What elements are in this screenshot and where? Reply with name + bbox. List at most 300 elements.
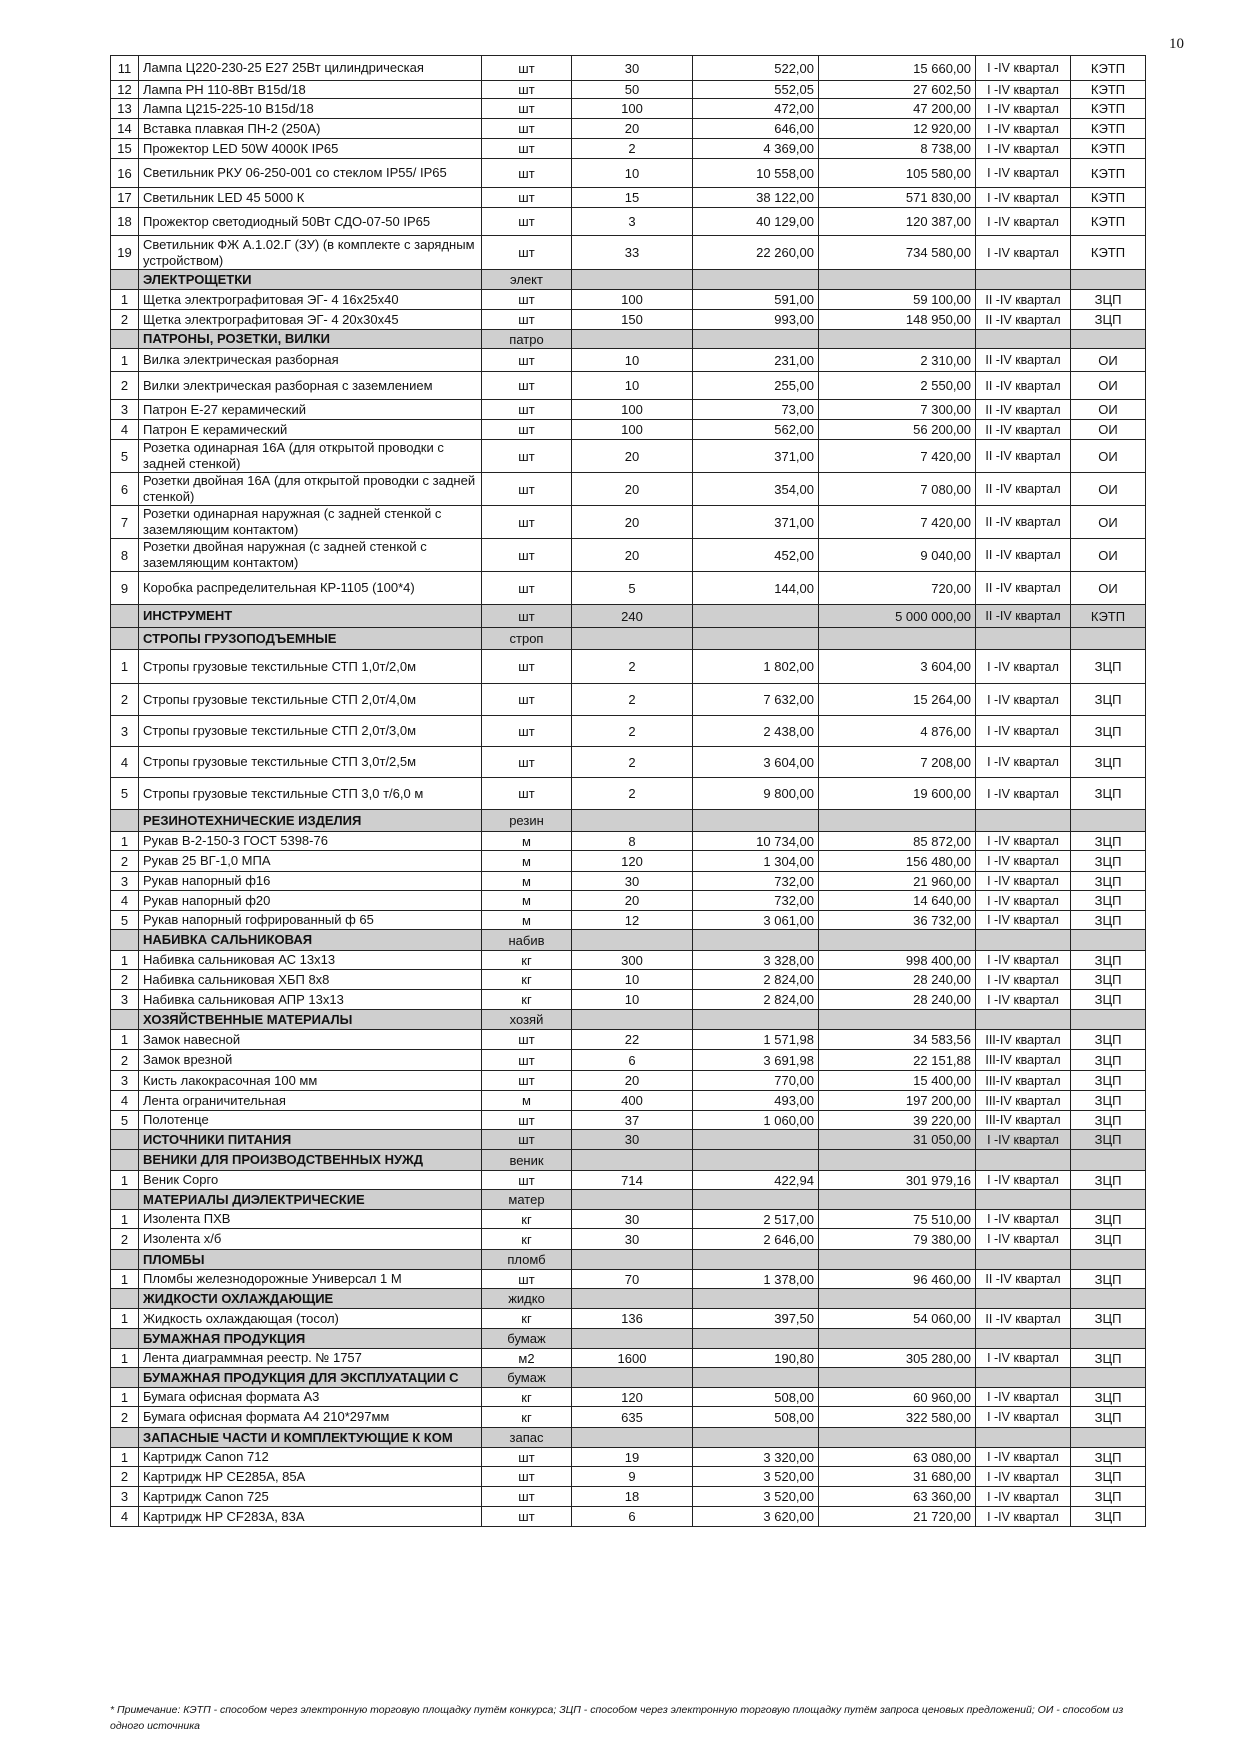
cell-name: Розетки двойная 16А (для открытой проводки с задней стенкой) xyxy=(139,473,482,506)
cell-qty: 15 xyxy=(572,188,693,208)
cell-total: 734 580,00 xyxy=(819,236,976,270)
cell-name: ИНСТРУМЕНТ xyxy=(139,605,482,628)
section-header-row xyxy=(111,270,1146,290)
cell-per: II -IV квартал xyxy=(976,506,1071,539)
cell-total: 36 732,00 xyxy=(819,911,976,930)
cell-name: Замок врезной xyxy=(139,1050,482,1071)
table-row xyxy=(111,1467,1146,1487)
procurement-table xyxy=(110,55,1146,1527)
cell-name: Картридж Canon 712 xyxy=(139,1448,482,1467)
cell-mth: ЗЦП xyxy=(1071,1130,1146,1150)
section-header-row xyxy=(111,1190,1146,1210)
cell-price: 472,00 xyxy=(693,99,819,119)
cell-total: 22 151,88 xyxy=(819,1050,976,1071)
section-header-row xyxy=(111,930,1146,951)
table-row xyxy=(111,208,1146,236)
cell-per: I -IV квартал xyxy=(976,99,1071,119)
section-header-row xyxy=(111,1329,1146,1349)
cell-mth: ЗЦП xyxy=(1071,310,1146,330)
cell-name: РЕЗИНОТЕХНИЧЕСКИЕ ИЗДЕЛИЯ xyxy=(139,810,482,832)
cell-per: I -IV квартал xyxy=(976,1467,1071,1487)
cell-name: Стропы грузовые текстильные СТП 3,0 т/6,0 м xyxy=(139,778,482,810)
cell-total: 7 208,00 xyxy=(819,747,976,778)
cell-mth xyxy=(1071,1428,1146,1448)
cell-unit: кг xyxy=(482,951,572,970)
cell-price xyxy=(693,1150,819,1171)
table-row xyxy=(111,1091,1146,1111)
cell-mth: ЗЦП xyxy=(1071,290,1146,310)
cell-num xyxy=(111,810,139,832)
cell-qty xyxy=(572,1329,693,1349)
cell-num: 4 xyxy=(111,420,139,440)
cell-mth xyxy=(1071,1368,1146,1388)
cell-num xyxy=(111,1130,139,1150)
cell-price: 354,00 xyxy=(693,473,819,506)
table-row xyxy=(111,747,1146,778)
cell-total: 85 872,00 xyxy=(819,832,976,851)
table-row xyxy=(111,139,1146,159)
cell-per: III-IV квартал xyxy=(976,1071,1071,1091)
cell-per: I -IV квартал xyxy=(976,1507,1071,1527)
cell-total: 156 480,00 xyxy=(819,851,976,872)
cell-price: 2 438,00 xyxy=(693,716,819,747)
cell-num xyxy=(111,1150,139,1171)
cell-total: 21 960,00 xyxy=(819,872,976,891)
cell-num xyxy=(111,628,139,650)
cell-mth xyxy=(1071,1329,1146,1349)
table-row xyxy=(111,440,1146,473)
cell-total: 75 510,00 xyxy=(819,1210,976,1229)
cell-name: Изолента ПХВ xyxy=(139,1210,482,1229)
cell-total: 63 360,00 xyxy=(819,1487,976,1507)
cell-per: I -IV квартал xyxy=(976,56,1071,81)
cell-name: Стропы грузовые текстильные СТП 2,0т/4,0м xyxy=(139,684,482,716)
table-row xyxy=(111,891,1146,911)
cell-name: Светильник РКУ 06-250-001 со стеклом IP55/ IP65 xyxy=(139,159,482,188)
cell-total: 56 200,00 xyxy=(819,420,976,440)
section-header-row xyxy=(111,628,1146,650)
table-row xyxy=(111,310,1146,330)
cell-name: Прожектор LED 50W 4000К IP65 xyxy=(139,139,482,159)
cell-num: 16 xyxy=(111,159,139,188)
cell-unit: шт xyxy=(482,139,572,159)
cell-mth: ОИ xyxy=(1071,440,1146,473)
cell-unit: кг xyxy=(482,1309,572,1329)
cell-price xyxy=(693,1368,819,1388)
cell-name: Пломбы железнодорожные Универсал 1 М xyxy=(139,1270,482,1289)
cell-mth: ЗЦП xyxy=(1071,684,1146,716)
table-row xyxy=(111,349,1146,372)
cell-num xyxy=(111,930,139,951)
cell-unit: шт xyxy=(482,684,572,716)
cell-mth: ОИ xyxy=(1071,473,1146,506)
cell-per: I -IV квартал xyxy=(976,81,1071,99)
cell-name: Замок навесной xyxy=(139,1030,482,1050)
cell-qty: 2 xyxy=(572,650,693,684)
table-row xyxy=(111,684,1146,716)
cell-total xyxy=(819,1428,976,1448)
cell-price xyxy=(693,1130,819,1150)
cell-unit: кг xyxy=(482,1229,572,1250)
cell-per: II -IV квартал xyxy=(976,539,1071,572)
table-row xyxy=(111,236,1146,270)
cell-num: 2 xyxy=(111,1229,139,1250)
cell-qty xyxy=(572,1010,693,1030)
table-row xyxy=(111,1507,1146,1527)
cell-price xyxy=(693,1250,819,1270)
cell-name: Картридж HP CE285A, 85A xyxy=(139,1467,482,1487)
cell-num: 19 xyxy=(111,236,139,270)
cell-per: I -IV квартал xyxy=(976,778,1071,810)
cell-unit: шт xyxy=(482,440,572,473)
section-header-row xyxy=(111,330,1146,349)
cell-qty: 2 xyxy=(572,778,693,810)
cell-price: 732,00 xyxy=(693,872,819,891)
cell-qty: 19 xyxy=(572,1448,693,1467)
cell-qty xyxy=(572,1428,693,1448)
cell-num: 4 xyxy=(111,891,139,911)
cell-total: 63 080,00 xyxy=(819,1448,976,1467)
cell-unit: шт xyxy=(482,473,572,506)
cell-qty: 10 xyxy=(572,159,693,188)
cell-total xyxy=(819,1190,976,1210)
cell-price: 562,00 xyxy=(693,420,819,440)
cell-price: 3 620,00 xyxy=(693,1507,819,1527)
cell-total: 7 420,00 xyxy=(819,506,976,539)
cell-qty: 10 xyxy=(572,990,693,1010)
cell-name: Вилки электрическая разборная с заземлением xyxy=(139,372,482,400)
cell-qty: 2 xyxy=(572,716,693,747)
cell-qty: 2 xyxy=(572,139,693,159)
cell-per xyxy=(976,930,1071,951)
cell-qty: 400 xyxy=(572,1091,693,1111)
table-row xyxy=(111,1111,1146,1130)
cell-unit: шт xyxy=(482,290,572,310)
cell-mth xyxy=(1071,810,1146,832)
cell-num: 4 xyxy=(111,747,139,778)
cell-total: 197 200,00 xyxy=(819,1091,976,1111)
cell-unit: матер xyxy=(482,1190,572,1210)
cell-name: Розетки двойная наружная (с задней стенкой с заземляющим контактом) xyxy=(139,539,482,572)
cell-per: II -IV квартал xyxy=(976,372,1071,400)
cell-mth: ЗЦП xyxy=(1071,1171,1146,1190)
cell-unit: шт xyxy=(482,605,572,628)
cell-qty: 12 xyxy=(572,911,693,930)
cell-num: 2 xyxy=(111,310,139,330)
cell-total: 21 720,00 xyxy=(819,1507,976,1527)
cell-total: 60 960,00 xyxy=(819,1388,976,1407)
cell-price: 255,00 xyxy=(693,372,819,400)
cell-per: I -IV квартал xyxy=(976,1349,1071,1368)
table-row xyxy=(111,1050,1146,1071)
cell-total: 28 240,00 xyxy=(819,970,976,990)
cell-total: 47 200,00 xyxy=(819,99,976,119)
cell-name: Рукав В-2-150-3 ГОСТ 5398-76 xyxy=(139,832,482,851)
cell-per: II -IV квартал xyxy=(976,440,1071,473)
cell-per xyxy=(976,1329,1071,1349)
cell-total xyxy=(819,1010,976,1030)
table-row xyxy=(111,1407,1146,1428)
cell-num: 17 xyxy=(111,188,139,208)
cell-mth: ЗЦП xyxy=(1071,970,1146,990)
cell-mth xyxy=(1071,330,1146,349)
table-row xyxy=(111,81,1146,99)
table-row xyxy=(111,572,1146,605)
cell-price xyxy=(693,1190,819,1210)
cell-qty xyxy=(572,1289,693,1309)
section-header-row xyxy=(111,1150,1146,1171)
cell-unit: резин xyxy=(482,810,572,832)
cell-qty: 50 xyxy=(572,81,693,99)
cell-per: I -IV квартал xyxy=(976,1407,1071,1428)
section-header-row xyxy=(111,1130,1146,1150)
cell-per: III-IV квартал xyxy=(976,1111,1071,1130)
cell-name: Картридж HP CF283A, 83A xyxy=(139,1507,482,1527)
table-row xyxy=(111,539,1146,572)
cell-name: МАТЕРИАЛЫ ДИЭЛЕКТРИЧЕСКИЕ xyxy=(139,1190,482,1210)
cell-mth: ЗЦП xyxy=(1071,716,1146,747)
cell-name: Лампа Ц215-225-10 В15d/18 xyxy=(139,99,482,119)
cell-num: 1 xyxy=(111,349,139,372)
cell-total xyxy=(819,1150,976,1171)
section-header-row xyxy=(111,1250,1146,1270)
cell-per xyxy=(976,810,1071,832)
cell-mth xyxy=(1071,628,1146,650)
cell-mth xyxy=(1071,1010,1146,1030)
cell-per: II -IV квартал xyxy=(976,400,1071,420)
cell-mth: ЗЦП xyxy=(1071,851,1146,872)
cell-mth xyxy=(1071,1150,1146,1171)
cell-per: I -IV квартал xyxy=(976,139,1071,159)
table-row xyxy=(111,99,1146,119)
cell-per: I -IV квартал xyxy=(976,1448,1071,1467)
cell-per: I -IV квартал xyxy=(976,208,1071,236)
cell-name: Рукав напорный гофрированный ф 65 xyxy=(139,911,482,930)
section-header-row xyxy=(111,1289,1146,1309)
cell-total: 720,00 xyxy=(819,572,976,605)
cell-name: Розетки одинарная наружная (с задней стенкой с заземляющим контактом) xyxy=(139,506,482,539)
cell-total: 31 680,00 xyxy=(819,1467,976,1487)
cell-name: Лампа Ц220-230-25 Е27 25Вт цилиндрическая xyxy=(139,56,482,81)
cell-total xyxy=(819,810,976,832)
cell-mth xyxy=(1071,270,1146,290)
cell-name: Стропы грузовые текстильные СТП 1,0т/2,0м xyxy=(139,650,482,684)
cell-total: 15 400,00 xyxy=(819,1071,976,1091)
cell-mth: ЗЦП xyxy=(1071,1050,1146,1071)
section-header-row xyxy=(111,810,1146,832)
cell-name: БУМАЖНАЯ ПРОДУКЦИЯ xyxy=(139,1329,482,1349)
section-header-row xyxy=(111,1428,1146,1448)
cell-num: 3 xyxy=(111,1487,139,1507)
cell-name: Патрон Е керамический xyxy=(139,420,482,440)
cell-mth: КЭТП xyxy=(1071,236,1146,270)
cell-unit: м2 xyxy=(482,1349,572,1368)
cell-total: 322 580,00 xyxy=(819,1407,976,1428)
cell-name: Светильник ФЖ А.1.02.Г (ЗУ) (в комплекте с зарядным устройством) xyxy=(139,236,482,270)
cell-unit: шт xyxy=(482,400,572,420)
cell-name: Бумага офисная формата А4 210*297мм xyxy=(139,1407,482,1428)
cell-mth: ЗЦП xyxy=(1071,1210,1146,1229)
cell-name: Щетка электрографитовая ЭГ- 4 16х25х40 xyxy=(139,290,482,310)
cell-num: 1 xyxy=(111,1030,139,1050)
cell-qty: 6 xyxy=(572,1507,693,1527)
cell-mth: ЗЦП xyxy=(1071,1091,1146,1111)
cell-num: 9 xyxy=(111,572,139,605)
cell-qty: 30 xyxy=(572,872,693,891)
table-row xyxy=(111,1388,1146,1407)
cell-total xyxy=(819,1289,976,1309)
cell-name: Вставка плавкая ПН-2 (250А) xyxy=(139,119,482,139)
cell-total: 39 220,00 xyxy=(819,1111,976,1130)
cell-price: 3 520,00 xyxy=(693,1467,819,1487)
cell-total: 2 550,00 xyxy=(819,372,976,400)
cell-mth: ОИ xyxy=(1071,506,1146,539)
cell-name: ЖИДКОСТИ ОХЛАЖДАЮЩИЕ xyxy=(139,1289,482,1309)
cell-unit: шт xyxy=(482,747,572,778)
cell-total: 3 604,00 xyxy=(819,650,976,684)
cell-price: 1 060,00 xyxy=(693,1111,819,1130)
cell-price: 1 304,00 xyxy=(693,851,819,872)
cell-unit: пломб xyxy=(482,1250,572,1270)
cell-per: II -IV квартал xyxy=(976,290,1071,310)
cell-name: Розетка одинарная 16А (для открытой проводки с задней стенкой) xyxy=(139,440,482,473)
cell-qty: 70 xyxy=(572,1270,693,1289)
section-header-row xyxy=(111,1368,1146,1388)
cell-mth: ЗЦП xyxy=(1071,990,1146,1010)
cell-price: 3 604,00 xyxy=(693,747,819,778)
table-row xyxy=(111,951,1146,970)
cell-price: 7 632,00 xyxy=(693,684,819,716)
cell-price xyxy=(693,1329,819,1349)
cell-mth: ЗЦП xyxy=(1071,951,1146,970)
cell-unit: элект xyxy=(482,270,572,290)
table-row xyxy=(111,1071,1146,1091)
cell-per: I -IV квартал xyxy=(976,1171,1071,1190)
table-row xyxy=(111,119,1146,139)
cell-price: 452,00 xyxy=(693,539,819,572)
cell-mth: ОИ xyxy=(1071,572,1146,605)
cell-mth: ОИ xyxy=(1071,420,1146,440)
cell-total: 7 080,00 xyxy=(819,473,976,506)
cell-num: 11 xyxy=(111,56,139,81)
cell-unit: шт xyxy=(482,1071,572,1091)
cell-price: 2 824,00 xyxy=(693,970,819,990)
cell-mth: ЗЦП xyxy=(1071,1030,1146,1050)
cell-num xyxy=(111,1250,139,1270)
cell-name: Стропы грузовые текстильные СТП 3,0т/2,5м xyxy=(139,747,482,778)
table-row xyxy=(111,290,1146,310)
cell-mth: КЭТП xyxy=(1071,605,1146,628)
cell-per: I -IV квартал xyxy=(976,990,1071,1010)
cell-unit: шт xyxy=(482,1130,572,1150)
cell-per xyxy=(976,1250,1071,1270)
cell-name: Лента ограничительная xyxy=(139,1091,482,1111)
cell-name: СТРОПЫ ГРУЗОПОДЪЕМНЫЕ xyxy=(139,628,482,650)
cell-num: 1 xyxy=(111,290,139,310)
cell-total: 14 640,00 xyxy=(819,891,976,911)
page-number: 10 xyxy=(1169,36,1184,52)
cell-num: 2 xyxy=(111,1407,139,1428)
cell-unit: м xyxy=(482,851,572,872)
cell-name: Прожектор светодиодный 50Вт СДО-07-50 IP65 xyxy=(139,208,482,236)
cell-mth: ОИ xyxy=(1071,400,1146,420)
cell-per: I -IV квартал xyxy=(976,911,1071,930)
cell-unit: шт xyxy=(482,420,572,440)
cell-name: Рукав напорный ф16 xyxy=(139,872,482,891)
cell-unit: кг xyxy=(482,990,572,1010)
cell-total: 305 280,00 xyxy=(819,1349,976,1368)
cell-unit: м xyxy=(482,872,572,891)
cell-total xyxy=(819,930,976,951)
table-row xyxy=(111,851,1146,872)
cell-qty xyxy=(572,1368,693,1388)
cell-mth: ЗЦП xyxy=(1071,1349,1146,1368)
cell-unit: шт xyxy=(482,310,572,330)
cell-total: 34 583,56 xyxy=(819,1030,976,1050)
cell-total: 15 660,00 xyxy=(819,56,976,81)
cell-num xyxy=(111,1329,139,1349)
table-row xyxy=(111,420,1146,440)
cell-num: 3 xyxy=(111,716,139,747)
cell-per xyxy=(976,1010,1071,1030)
cell-qty: 20 xyxy=(572,506,693,539)
cell-unit: шт xyxy=(482,1171,572,1190)
cell-qty: 20 xyxy=(572,119,693,139)
cell-per: III-IV квартал xyxy=(976,1030,1071,1050)
cell-mth: КЭТП xyxy=(1071,99,1146,119)
cell-qty xyxy=(572,628,693,650)
cell-unit: шт xyxy=(482,1448,572,1467)
cell-qty xyxy=(572,930,693,951)
cell-price: 22 260,00 xyxy=(693,236,819,270)
cell-mth: ЗЦП xyxy=(1071,832,1146,851)
cell-price: 40 129,00 xyxy=(693,208,819,236)
cell-unit: шт xyxy=(482,1467,572,1487)
cell-num: 2 xyxy=(111,1050,139,1071)
cell-num: 5 xyxy=(111,911,139,930)
cell-price: 2 824,00 xyxy=(693,990,819,1010)
cell-total xyxy=(819,628,976,650)
cell-price xyxy=(693,1289,819,1309)
cell-num: 3 xyxy=(111,990,139,1010)
cell-price: 591,00 xyxy=(693,290,819,310)
cell-qty: 3 xyxy=(572,208,693,236)
cell-qty: 150 xyxy=(572,310,693,330)
cell-total xyxy=(819,330,976,349)
table-row xyxy=(111,778,1146,810)
cell-mth: КЭТП xyxy=(1071,159,1146,188)
cell-qty: 6 xyxy=(572,1050,693,1071)
cell-unit: шт xyxy=(482,1507,572,1527)
cell-price: 3 328,00 xyxy=(693,951,819,970)
cell-qty: 20 xyxy=(572,440,693,473)
cell-per: I -IV квартал xyxy=(976,872,1071,891)
cell-name: Кисть лакокрасочная 100 мм xyxy=(139,1071,482,1091)
table-row xyxy=(111,400,1146,420)
cell-per: I -IV квартал xyxy=(976,650,1071,684)
cell-qty: 30 xyxy=(572,1210,693,1229)
cell-per: I -IV квартал xyxy=(976,970,1071,990)
cell-name: ХОЗЯЙСТВЕННЫЕ МАТЕРИАЛЫ xyxy=(139,1010,482,1030)
cell-mth: ЗЦП xyxy=(1071,1388,1146,1407)
cell-qty: 9 xyxy=(572,1467,693,1487)
cell-total: 2 310,00 xyxy=(819,349,976,372)
cell-name: ПЛОМБЫ xyxy=(139,1250,482,1270)
table-row xyxy=(111,1448,1146,1467)
cell-num: 2 xyxy=(111,970,139,990)
cell-per: I -IV квартал xyxy=(976,951,1071,970)
cell-unit: шт xyxy=(482,188,572,208)
